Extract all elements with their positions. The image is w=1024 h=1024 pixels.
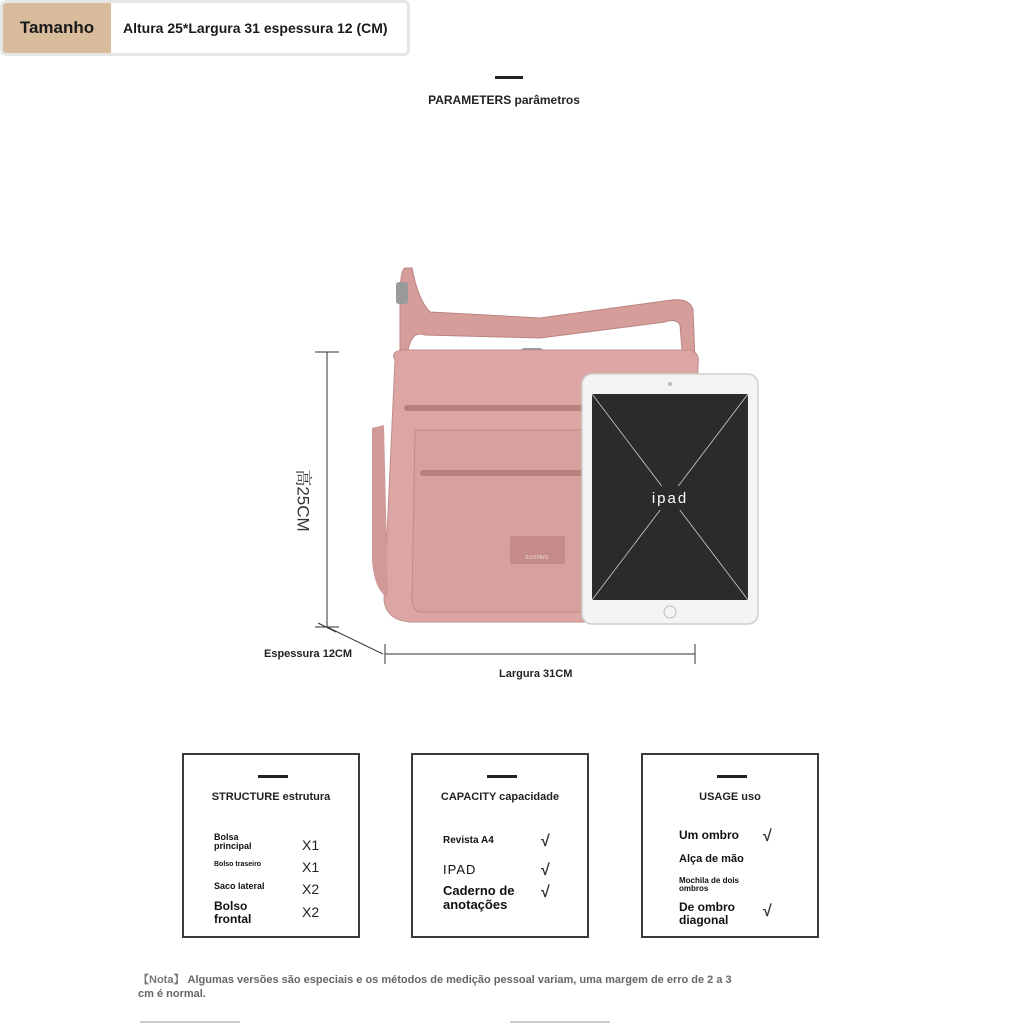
note-label: 【Nota】 [138, 974, 185, 986]
card-title: USAGE uso [699, 791, 761, 803]
note-body: Algumas versões são especiais e os métodos de medição pessoal variam, uma margem de erro de 2 a 3 cm é normal. [138, 974, 732, 1000]
footer-dash [140, 1021, 240, 1023]
bag-logo-text: SUOYAYE [525, 555, 549, 561]
width-label: Largura 31CM [499, 668, 573, 680]
usage-card: USAGE uso Um ombro √ Alça de mão Mochila de dois ombros De ombro diagonal √ [641, 753, 819, 938]
footer-dash [510, 1021, 610, 1023]
size-label: Tamanho [3, 3, 111, 53]
note-text [138, 973, 738, 1001]
height-label: 高25CM [293, 469, 313, 532]
page-title: PARAMETERS parâmetros [428, 93, 580, 107]
card-dash [717, 775, 747, 778]
card-dash [487, 775, 517, 778]
card-dash [258, 775, 288, 778]
card-title: CAPACITY capacidade [440, 791, 560, 803]
capacity-card: CAPACITY capacidade Revista A4 √ IPAD √ Caderno de anotações √ [411, 753, 589, 938]
card-title: STRUCTURE estrutura [211, 791, 331, 803]
size-value: Altura 25*Largura 31 espessura 12 (CM) [123, 20, 388, 36]
tablet-label: ipad [651, 490, 689, 507]
structure-card: STRUCTURE estrutura Bolsa principal X1 Bolso traseiro X1 Saco lateral X2 Bolso frontal X2 [182, 753, 360, 938]
depth-label: Espessura 12CM [264, 648, 353, 660]
